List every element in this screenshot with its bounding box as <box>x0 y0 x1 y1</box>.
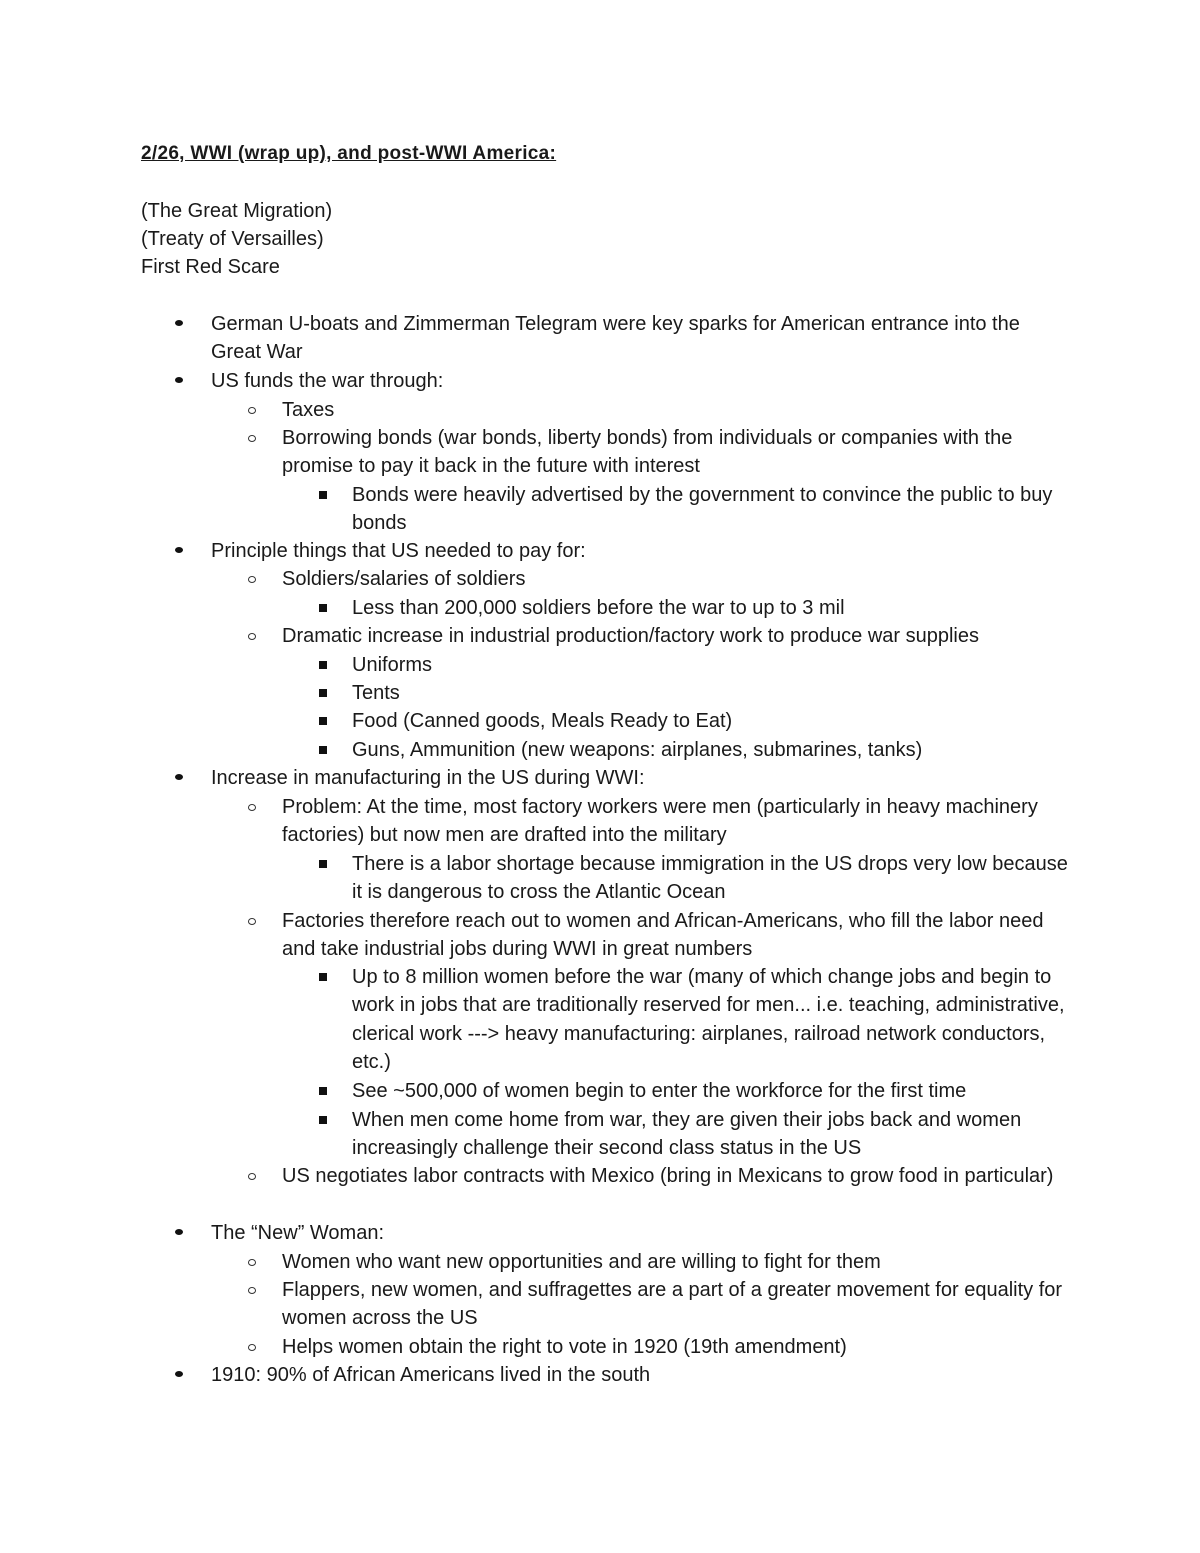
list-item <box>282 396 1072 424</box>
list-item <box>352 963 1072 1076</box>
list-item <box>352 736 1072 764</box>
list-item <box>282 1276 1072 1333</box>
topic-treaty-of-versailles: (Treaty of Versailles) <box>141 228 324 250</box>
topic-first-red-scare: First Red Scare <box>141 256 280 278</box>
list-item-text: Tents <box>352 682 400 704</box>
bullet-square-icon <box>319 661 327 669</box>
list-item <box>211 764 1071 792</box>
list-item-text: Increase in manufacturing in the US during WWI: <box>211 767 645 789</box>
list-item <box>352 1077 1072 1105</box>
list-item-text: Factories therefore reach out to women and African-Americans, who fill the labor need and take industrial jobs during WWI in great numbers <box>282 910 1044 961</box>
bullet-square-icon <box>319 604 327 612</box>
list-item-text: Soldiers/salaries of soldiers <box>282 568 526 590</box>
page-title: 2/26, WWI (wrap up), and post-WWI America: <box>141 143 557 164</box>
list-item <box>352 707 1072 735</box>
list-item-text: US funds the war through: <box>211 370 444 392</box>
bullet-square-icon <box>319 860 327 868</box>
list-item <box>352 1106 1072 1163</box>
list-item-text: Bonds were heavily advertised by the government to convince the public to buy bonds <box>352 484 1053 535</box>
list-item-text: Up to 8 million women before the war (many of which change jobs and begin to work in jobs that are traditionally reserved for men... i.e. teaching, administrative, clerical work ---> heavy manufacturing: airplanes, railroad network conductors, etc.) <box>352 966 1065 1073</box>
list-item <box>211 1219 1071 1247</box>
list-item <box>352 481 1072 538</box>
list-item-text: Borrowing bonds (war bonds, liberty bonds) from individuals or companies with the promise to pay it back in the future with interest <box>282 427 1013 478</box>
bullet-square-icon <box>319 491 327 499</box>
list-item-text: Food (Canned goods, Meals Ready to Eat) <box>352 710 733 732</box>
bullet-square-icon <box>319 717 327 725</box>
list-item <box>211 310 1071 367</box>
list-item-text: US negotiates labor contracts with Mexico (bring in Mexicans to grow food in particular) <box>282 1165 1054 1187</box>
list-item-text: There is a labor shortage because immigration in the US drops very low because it is dangerous to cross the Atlantic Ocean <box>352 853 1068 904</box>
list-item <box>352 679 1072 707</box>
bullet-circle-icon <box>248 804 256 811</box>
list-item <box>282 1162 1072 1190</box>
bullet-disc-icon <box>175 320 183 326</box>
bullet-disc-icon <box>175 774 183 780</box>
bullet-circle-icon <box>248 918 256 925</box>
bullet-circle-icon <box>248 633 256 640</box>
bullet-disc-icon <box>175 1371 183 1377</box>
bullet-circle-icon <box>248 1287 256 1294</box>
list-item <box>211 1361 1071 1389</box>
list-item-text: See ~500,000 of women begin to enter the workforce for the first time <box>352 1080 967 1102</box>
list-item <box>282 1333 1072 1361</box>
list-item-text: Helps women obtain the right to vote in 1920 (19th amendment) <box>282 1336 847 1358</box>
bullet-circle-icon <box>248 435 256 442</box>
bullet-square-icon <box>319 1116 327 1124</box>
list-item <box>282 1248 1072 1276</box>
list-item <box>352 850 1072 907</box>
list-item-text: The “New” Woman: <box>211 1222 385 1244</box>
bullet-circle-icon <box>248 576 256 583</box>
list-item <box>282 424 1072 481</box>
list-item <box>282 622 1072 650</box>
list-item <box>282 793 1072 850</box>
list-item-text: Taxes <box>282 399 335 421</box>
list-item-text: Principle things that US needed to pay for: <box>211 540 586 562</box>
list-item <box>352 594 1072 622</box>
list-item-text: Women who want new opportunities and are willing to fight for them <box>282 1251 881 1273</box>
bullet-disc-icon <box>175 1229 183 1235</box>
bullet-square-icon <box>319 1087 327 1095</box>
bullet-circle-icon <box>248 1173 256 1180</box>
bullet-circle-icon <box>248 407 256 414</box>
list-item <box>352 651 1072 679</box>
list-item-text: Flappers, new women, and suffragettes are a part of a greater movement for equality for women across the US <box>282 1279 1063 1330</box>
bullet-circle-icon <box>248 1259 256 1266</box>
list-item-text: 1910: 90% of African Americans lived in the south <box>211 1364 651 1386</box>
list-item-text: German U-boats and Zimmerman Telegram were key sparks for American entrance into the Great War <box>211 313 1020 364</box>
list-item-text: Less than 200,000 soldiers before the war to up to 3 mil <box>352 597 845 619</box>
bullet-disc-icon <box>175 547 183 553</box>
list-item-text: Problem: At the time, most factory workers were men (particularly in heavy machinery factories) but now men are drafted into the military <box>282 796 1038 847</box>
list-item-text: Uniforms <box>352 654 433 676</box>
bullet-disc-icon <box>175 377 183 383</box>
list-item <box>282 565 1072 593</box>
bullet-square-icon <box>319 746 327 754</box>
list-item <box>282 907 1072 964</box>
list-item-text: Guns, Ammunition (new weapons: airplanes, submarines, tanks) <box>352 739 923 761</box>
list-item-text: When men come home from war, they are given their jobs back and women increasingly challenge their second class status in the US <box>352 1109 1022 1160</box>
list-item-text: Dramatic increase in industrial production/factory work to produce war supplies <box>282 625 979 647</box>
list-item <box>211 537 1071 565</box>
bullet-square-icon <box>319 973 327 981</box>
list-item <box>211 367 1071 395</box>
bullet-square-icon <box>319 689 327 697</box>
topic-great-migration: (The Great Migration) <box>141 200 333 222</box>
bullet-circle-icon <box>248 1344 256 1351</box>
